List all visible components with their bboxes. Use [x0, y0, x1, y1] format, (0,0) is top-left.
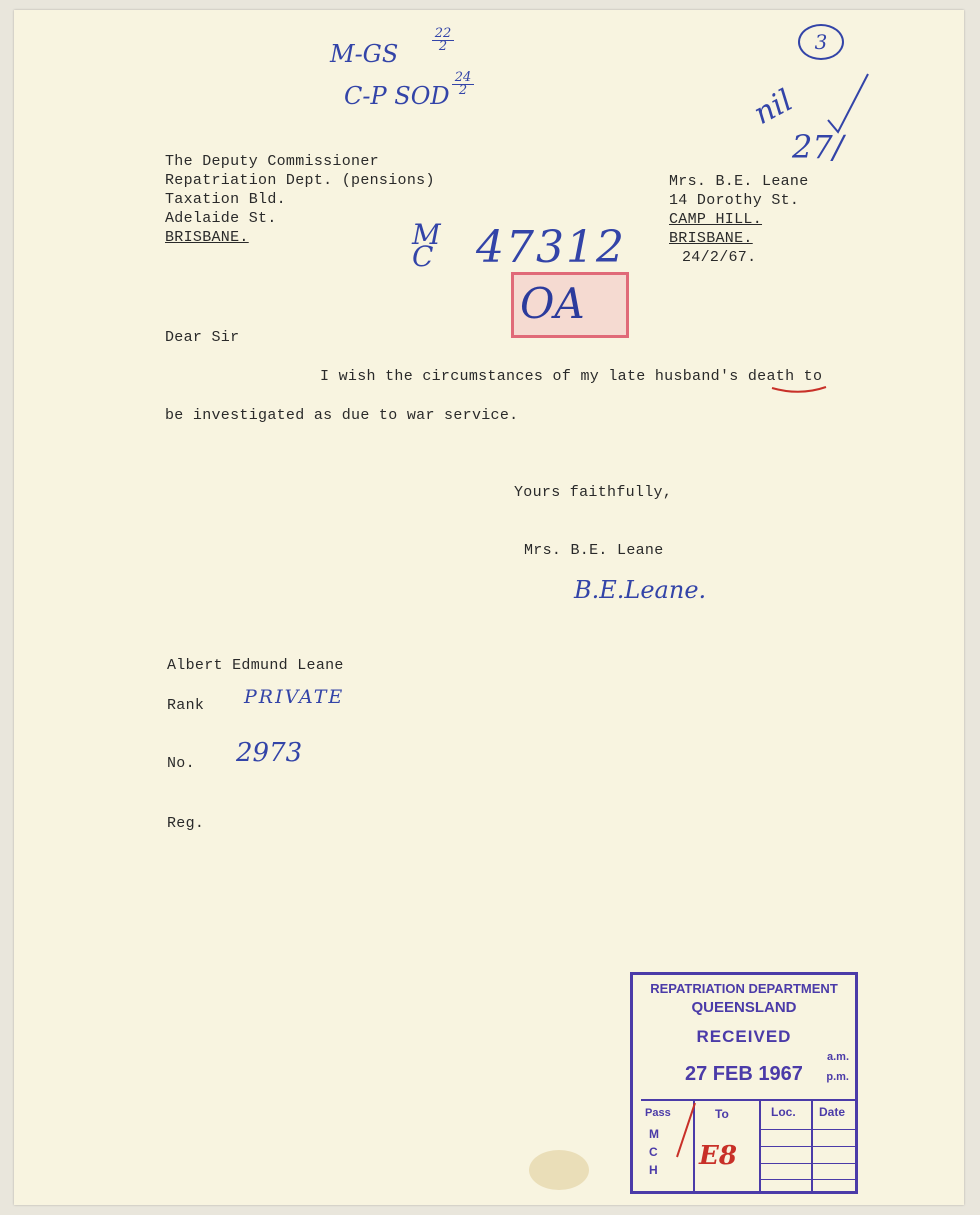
sender-city: BRISBANE.	[669, 230, 753, 247]
stamp-h: H	[649, 1163, 658, 1177]
fraction-denominator: 2	[458, 83, 468, 98]
stamp-dept: REPATRIATION DEPARTMENT	[650, 981, 838, 996]
letter-date: 24/2/67.	[682, 249, 757, 266]
stamp-am: a.m.	[826, 1051, 849, 1063]
typed-signature-name: Mrs. B.E. Leane	[524, 542, 664, 559]
stamp-pass: Pass	[645, 1107, 671, 1119]
fraction-denominator: 2	[438, 39, 448, 54]
stamp-m: M	[649, 1127, 659, 1141]
stamp-date: 27 FEB 1967	[685, 1063, 803, 1085]
rank-label: Rank	[167, 697, 205, 714]
stamp-to: To	[715, 1107, 729, 1121]
rank-value: PRIVATE	[244, 686, 345, 708]
stamp-state: QUEENSLAND	[691, 999, 797, 1016]
fraction-numerator: 24	[452, 72, 474, 85]
number-label: No.	[167, 755, 195, 772]
sender-name: Mrs. B.E. Leane	[669, 173, 809, 190]
handwritten-fraction-2	[452, 72, 474, 97]
paper-stain	[529, 1150, 589, 1190]
handwritten-fraction-1	[432, 28, 454, 53]
sender-street: 14 Dorothy St.	[669, 192, 800, 209]
sender-suburb: CAMP HILL.	[669, 211, 763, 228]
handwritten-signature: B.E.Leane.	[574, 576, 707, 604]
received-stamp	[630, 972, 858, 1194]
handwritten-file-number: 47312	[476, 222, 626, 273]
stamp-handwritten-code: E8	[699, 1141, 737, 1171]
stamp-c: C	[649, 1145, 658, 1159]
handwritten-nil-date: 27/	[792, 128, 844, 166]
stamp-received: RECEIVED	[696, 1027, 792, 1046]
recipient-line-3: Taxation Bld.	[165, 191, 286, 208]
handwritten-note-mgs: M-GS	[330, 40, 399, 68]
body-line-2: be investigated as due to war service.	[165, 407, 519, 424]
recipient-line-4: Adelaide St.	[165, 210, 277, 227]
red-underline-mark	[770, 384, 830, 394]
number-value: 2973	[236, 738, 303, 768]
reg-label: Reg.	[167, 815, 205, 832]
red-slash-mark	[671, 1101, 701, 1161]
circled-number: 3	[798, 24, 844, 60]
recipient-city: BRISBANE.	[165, 229, 249, 246]
member-name: Albert Edmund Leane	[167, 657, 344, 674]
handwritten-mc: M C	[412, 218, 441, 273]
stamp-pm: p.m.	[826, 1071, 849, 1083]
handwritten-note-cpsod: C-P SOD	[344, 82, 450, 110]
stamp-routing-grid	[641, 1099, 855, 1191]
stamp-loc: Loc.	[771, 1105, 796, 1119]
handwritten-initials: OA	[520, 279, 585, 328]
handwritten-nil: nil	[748, 83, 799, 132]
recipient-line-1: The Deputy Commissioner	[165, 153, 379, 170]
recipient-line-2: Repatriation Dept. (pensions)	[165, 172, 435, 189]
stamp-date-col: Date	[819, 1105, 846, 1119]
fraction-numerator: 22	[432, 28, 454, 41]
body-line-1: I wish the circumstances of my late husband's death to	[320, 368, 823, 385]
pink-registry-stamp	[511, 272, 629, 338]
checkmark-icon	[824, 70, 874, 150]
closing: Yours faithfully,	[514, 484, 673, 501]
salutation: Dear Sir	[165, 329, 240, 346]
